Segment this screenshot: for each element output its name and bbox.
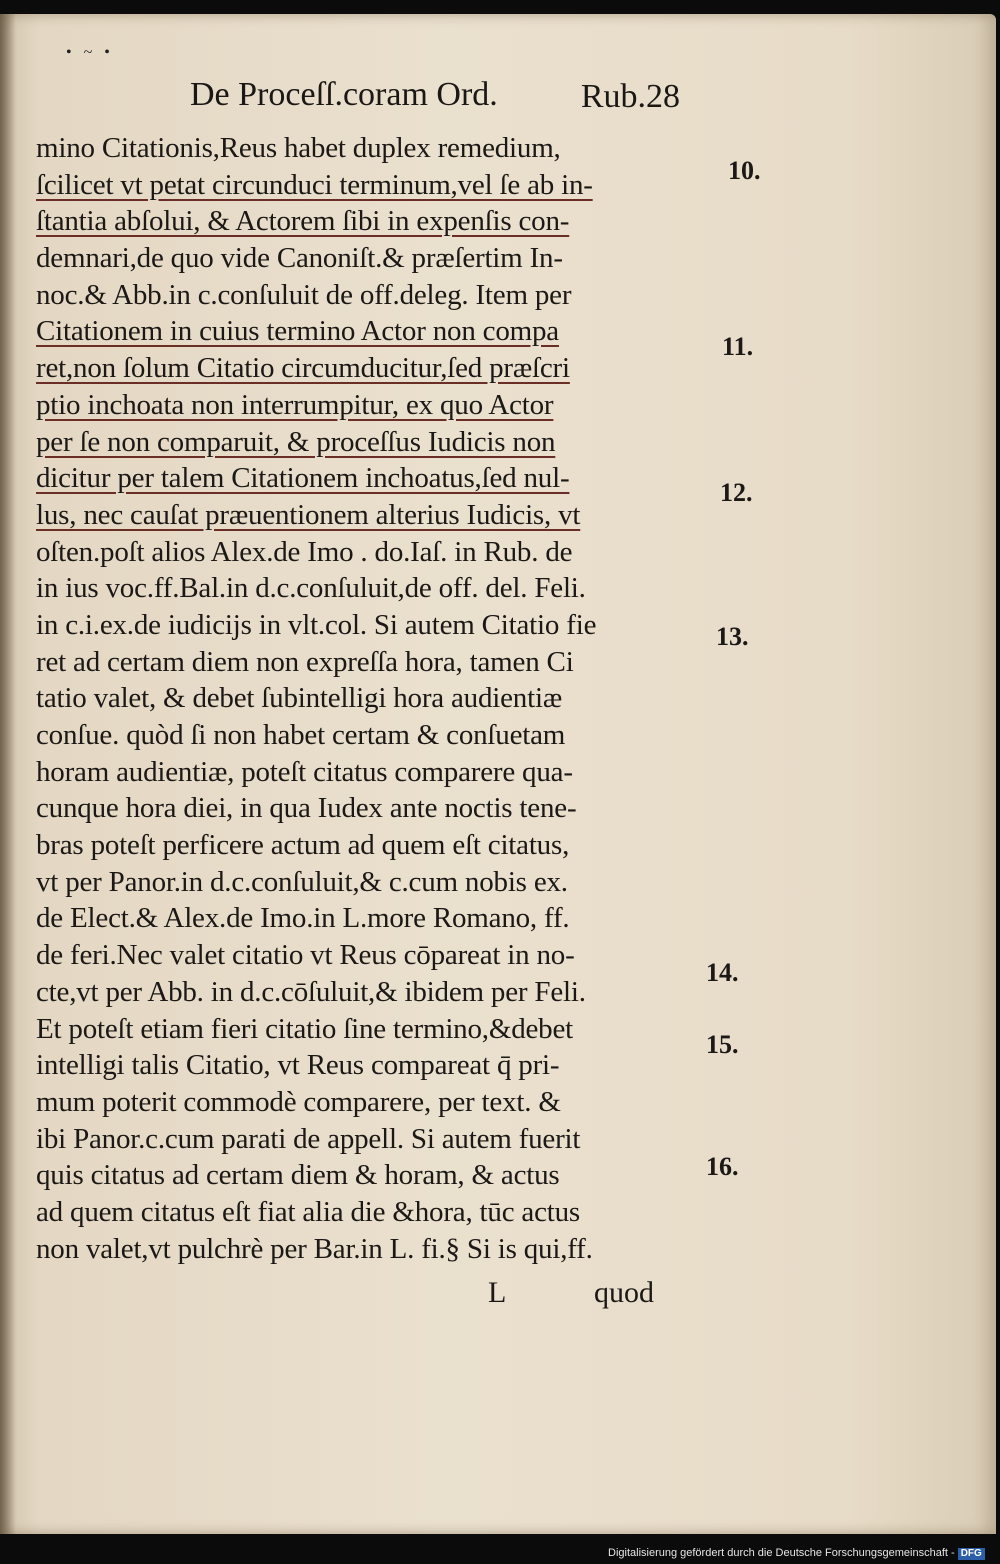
- text-line: intelligi talis Citatio, vt Reus compareat q̄ pri-: [36, 1049, 560, 1082]
- text-line: ret,non ſolum Citatio circumducitur,ſed præſcri: [36, 352, 570, 385]
- text-line: per ſe non comparuit, & proceſſus Iudicis non: [36, 425, 556, 458]
- page-gutter-shadow: [0, 14, 16, 1534]
- text-line: quis citatus ad certam diem & horam, & actus: [36, 1159, 560, 1192]
- text-line: Citationem in cuius termino Actor non compa: [36, 315, 559, 348]
- text-line: bras poteſt perficere actum ad quem eſt citatus,: [36, 829, 570, 862]
- text-line: cunque hora diei, in qua Iudex ante noctis tene-: [36, 792, 577, 825]
- margin-number: 12.: [720, 478, 753, 507]
- dfg-logo: DFG: [958, 1548, 985, 1560]
- text-line: ad quem citatus eſt fiat alia die &hora, tūc actus: [36, 1195, 581, 1228]
- text-line: ſcilicet vt petat circunduci terminum,vel ſe ab in-: [36, 168, 593, 201]
- text-line: horam audientiæ, poteſt citatus comparere qua-: [36, 755, 573, 788]
- text-line: ibi Panor.c.cum parati de appell. Si autem fuerit: [36, 1122, 581, 1155]
- text-line: in c.i.ex.de iudicijs in vlt.col. Si autem Citatio fie: [36, 608, 597, 641]
- margin-number: 10.: [728, 156, 761, 185]
- rubric-number: Rub.28: [580, 78, 680, 115]
- digitization-credit: [608, 1547, 992, 1561]
- signature-mark: L: [488, 1276, 507, 1309]
- credit-text: Digitalisierung gefördert durch die Deutsche Forschungsgemeinschaft -: [608, 1547, 955, 1559]
- text-line: ptio inchoata non interrumpitur, ex quo Actor: [36, 388, 554, 421]
- text-line: lus, nec cauſat præuentionem alterius Iudicis, vt: [36, 498, 581, 531]
- running-head: [190, 76, 680, 126]
- text-line: de Elect.& Alex.de Imo.in L.more Romano, ff.: [36, 902, 570, 935]
- text-line: ret ad certam diem non expreſſa hora, tamen Ci: [36, 645, 574, 678]
- margin-number: 15.: [706, 1030, 739, 1059]
- corner-mark: • ~ •: [66, 44, 114, 61]
- margin-number: 16.: [706, 1152, 739, 1181]
- text-line: Et poteſt etiam fieri citatio ſine termino,&debet: [36, 1012, 573, 1045]
- margin-number: 14.: [706, 958, 739, 987]
- catchword: quod: [594, 1276, 654, 1309]
- text-line: conſue. quòd ſi non habet certam & conſuetam: [36, 719, 566, 751]
- text-line: non valet,vt pulchrè per Bar.in L. fi.§ Si is qui,ff.: [36, 1232, 593, 1265]
- running-title: De Proceſſ.coram Ord.: [190, 76, 498, 113]
- margin-number: 11.: [722, 332, 754, 361]
- text-line: in ius voc.ff.Bal.in d.c.conſuluit,de off. del. Feli.: [36, 572, 586, 605]
- text-line: mum poterit commodè comparere, per text. &: [36, 1085, 561, 1118]
- text-line: vt per Panor.in d.c.conſuluit,& c.cum nobis ex.: [36, 865, 568, 898]
- text-line: demnari,de quo vide Canoniſt.& præſertim In-: [36, 242, 563, 275]
- text-line: de feri.Nec valet citatio vt Reus cōpareat in no-: [36, 939, 575, 972]
- text-line: cte,vt per Abb. in d.c.cōſuluit,& ibidem per Feli.: [36, 975, 586, 1008]
- body-text: [36, 130, 686, 1267]
- text-line: tatio valet, & debet ſubintelligi hora audientiæ: [36, 682, 562, 715]
- text-line: noc.& Abb.in c.conſuluit de off.deleg. Item per: [36, 278, 572, 311]
- margin-number: 13.: [716, 622, 749, 651]
- text-line: mino Citationis,Reus habet duplex remedium,: [36, 132, 561, 164]
- text-line: ſtantia abſolui, & Actorem ſibi in expenſis con-: [36, 205, 570, 238]
- text-line: oſten.poſt alios Alex.de Imo . do.Iaſ. in Rub. de: [36, 535, 573, 568]
- text-line: dicitur per talem Citationem inchoatus,ſed nul-: [36, 462, 570, 495]
